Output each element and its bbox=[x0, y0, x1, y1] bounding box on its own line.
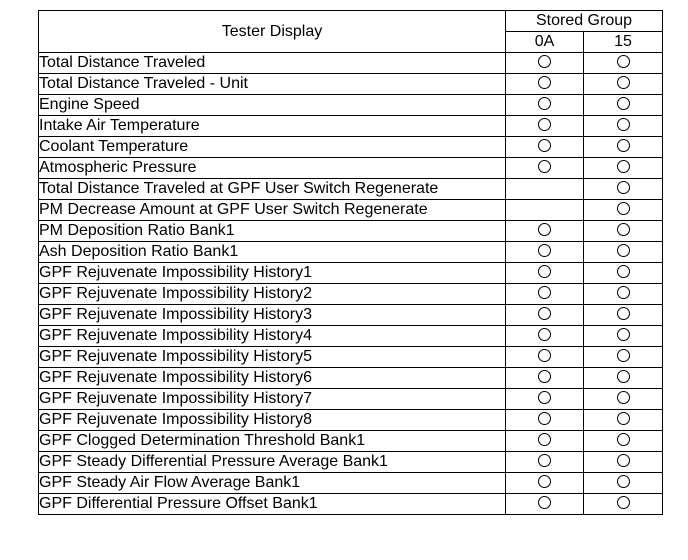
group-15-cell bbox=[584, 452, 663, 473]
circle-icon bbox=[617, 160, 630, 173]
circle-icon bbox=[617, 412, 630, 425]
table-row bbox=[39, 494, 663, 515]
group-0a-cell bbox=[506, 494, 584, 515]
group-15-cell bbox=[584, 53, 663, 74]
circle-icon bbox=[617, 475, 630, 488]
parameter-label: PM Deposition Ratio Bank1 bbox=[39, 221, 506, 242]
group-15-cell bbox=[584, 95, 663, 116]
group-15-cell bbox=[584, 431, 663, 452]
parameter-label: GPF Rejuvenate Impossibility History5 bbox=[39, 347, 506, 368]
group-15-cell bbox=[584, 263, 663, 284]
group-15-cell bbox=[584, 158, 663, 179]
group-0a-cell bbox=[506, 242, 584, 263]
table-row bbox=[39, 95, 663, 116]
table-row bbox=[39, 452, 663, 473]
group-15-cell bbox=[584, 347, 663, 368]
group-15-cell bbox=[584, 368, 663, 389]
parameter-label: GPF Rejuvenate Impossibility History4 bbox=[39, 326, 506, 347]
group-0a-cell bbox=[506, 137, 584, 158]
parameter-label: Coolant Temperature bbox=[39, 137, 506, 158]
table-row bbox=[39, 179, 663, 200]
circle-icon bbox=[617, 202, 630, 215]
parameter-label: GPF Rejuvenate Impossibility History3 bbox=[39, 305, 506, 326]
table-row bbox=[39, 368, 663, 389]
circle-icon bbox=[617, 370, 630, 383]
group-0a-header: 0A bbox=[506, 32, 584, 53]
parameter-label: GPF Steady Air Flow Average Bank1 bbox=[39, 473, 506, 494]
tester-display-header: Tester Display bbox=[39, 11, 506, 53]
table-row bbox=[39, 431, 663, 452]
circle-icon bbox=[538, 223, 551, 236]
group-0a-cell bbox=[506, 200, 584, 221]
group-0a-cell bbox=[506, 158, 584, 179]
circle-icon bbox=[538, 370, 551, 383]
table-row bbox=[39, 263, 663, 284]
group-15-cell bbox=[584, 389, 663, 410]
parameter-label: Total Distance Traveled at GPF User Switch Regenerate bbox=[39, 179, 506, 200]
group-0a-cell bbox=[506, 431, 584, 452]
group-0a-cell bbox=[506, 263, 584, 284]
group-0a-cell bbox=[506, 74, 584, 95]
parameter-label: GPF Rejuvenate Impossibility History1 bbox=[39, 263, 506, 284]
circle-icon bbox=[538, 475, 551, 488]
circle-icon bbox=[617, 307, 630, 320]
table-row bbox=[39, 116, 663, 137]
group-0a-cell bbox=[506, 305, 584, 326]
circle-icon bbox=[617, 76, 630, 89]
circle-icon bbox=[538, 118, 551, 131]
parameter-label: Ash Deposition Ratio Bank1 bbox=[39, 242, 506, 263]
circle-icon bbox=[538, 391, 551, 404]
circle-icon bbox=[538, 160, 551, 173]
group-0a-cell bbox=[506, 368, 584, 389]
table-row bbox=[39, 347, 663, 368]
parameter-label: GPF Rejuvenate Impossibility History2 bbox=[39, 284, 506, 305]
circle-icon bbox=[617, 181, 630, 194]
parameter-label: Atmospheric Pressure bbox=[39, 158, 506, 179]
circle-icon bbox=[538, 286, 551, 299]
circle-icon bbox=[617, 349, 630, 362]
table-row bbox=[39, 74, 663, 95]
table-row bbox=[39, 389, 663, 410]
circle-icon bbox=[538, 76, 551, 89]
stored-group-header: Stored Group bbox=[506, 11, 663, 32]
group-15-cell bbox=[584, 305, 663, 326]
circle-icon bbox=[538, 97, 551, 110]
group-15-cell bbox=[584, 137, 663, 158]
group-15-cell bbox=[584, 473, 663, 494]
group-0a-cell bbox=[506, 410, 584, 431]
group-0a-cell bbox=[506, 179, 584, 200]
group-15-cell bbox=[584, 242, 663, 263]
table-row bbox=[39, 158, 663, 179]
table-row bbox=[39, 326, 663, 347]
group-15-cell bbox=[584, 284, 663, 305]
parameter-label: GPF Rejuvenate Impossibility History7 bbox=[39, 389, 506, 410]
table-row bbox=[39, 200, 663, 221]
circle-icon bbox=[538, 307, 551, 320]
parameter-label: GPF Steady Differential Pressure Average Bank1 bbox=[39, 452, 506, 473]
circle-icon bbox=[538, 55, 551, 68]
group-0a-cell bbox=[506, 221, 584, 242]
table-row bbox=[39, 137, 663, 158]
group-15-cell bbox=[584, 179, 663, 200]
circle-icon bbox=[538, 454, 551, 467]
parameter-label: GPF Rejuvenate Impossibility History8 bbox=[39, 410, 506, 431]
group-15-cell bbox=[584, 494, 663, 515]
table-row bbox=[39, 53, 663, 74]
circle-icon bbox=[538, 433, 551, 446]
circle-icon bbox=[538, 139, 551, 152]
group-0a-cell bbox=[506, 326, 584, 347]
circle-icon bbox=[617, 223, 630, 236]
group-15-cell bbox=[584, 200, 663, 221]
parameter-label: Total Distance Traveled bbox=[39, 53, 506, 74]
parameter-label: Total Distance Traveled - Unit bbox=[39, 74, 506, 95]
circle-icon bbox=[617, 244, 630, 257]
circle-icon bbox=[617, 97, 630, 110]
circle-icon bbox=[617, 139, 630, 152]
group-15-header: 15 bbox=[584, 32, 663, 53]
circle-icon bbox=[617, 391, 630, 404]
parameter-label: GPF Differential Pressure Offset Bank1 bbox=[39, 494, 506, 515]
circle-icon bbox=[617, 433, 630, 446]
group-0a-cell bbox=[506, 53, 584, 74]
group-15-cell bbox=[584, 326, 663, 347]
group-15-cell bbox=[584, 410, 663, 431]
group-15-cell bbox=[584, 74, 663, 95]
circle-icon bbox=[538, 328, 551, 341]
group-0a-cell bbox=[506, 389, 584, 410]
table-row bbox=[39, 242, 663, 263]
circle-icon bbox=[617, 496, 630, 509]
circle-icon bbox=[538, 412, 551, 425]
circle-icon bbox=[538, 244, 551, 257]
parameter-label: PM Decrease Amount at GPF User Switch Regenerate bbox=[39, 200, 506, 221]
circle-icon bbox=[617, 328, 630, 341]
table-row bbox=[39, 410, 663, 431]
table-body bbox=[39, 53, 663, 515]
table-row bbox=[39, 473, 663, 494]
parameter-label: Intake Air Temperature bbox=[39, 116, 506, 137]
parameter-label: GPF Clogged Determination Threshold Bank1 bbox=[39, 431, 506, 452]
circle-icon bbox=[617, 55, 630, 68]
group-0a-cell bbox=[506, 473, 584, 494]
circle-icon bbox=[538, 265, 551, 278]
circle-icon bbox=[538, 496, 551, 509]
circle-icon bbox=[617, 265, 630, 278]
circle-icon bbox=[617, 454, 630, 467]
group-0a-cell bbox=[506, 284, 584, 305]
table-row bbox=[39, 221, 663, 242]
group-0a-cell bbox=[506, 116, 584, 137]
stored-group-table bbox=[38, 10, 663, 515]
group-0a-cell bbox=[506, 95, 584, 116]
circle-icon bbox=[617, 118, 630, 131]
group-15-cell bbox=[584, 221, 663, 242]
group-0a-cell bbox=[506, 452, 584, 473]
table-row bbox=[39, 305, 663, 326]
group-0a-cell bbox=[506, 347, 584, 368]
circle-icon bbox=[538, 349, 551, 362]
table-row bbox=[39, 284, 663, 305]
group-15-cell bbox=[584, 116, 663, 137]
parameter-label: GPF Rejuvenate Impossibility History6 bbox=[39, 368, 506, 389]
circle-icon bbox=[617, 286, 630, 299]
parameter-label: Engine Speed bbox=[39, 95, 506, 116]
